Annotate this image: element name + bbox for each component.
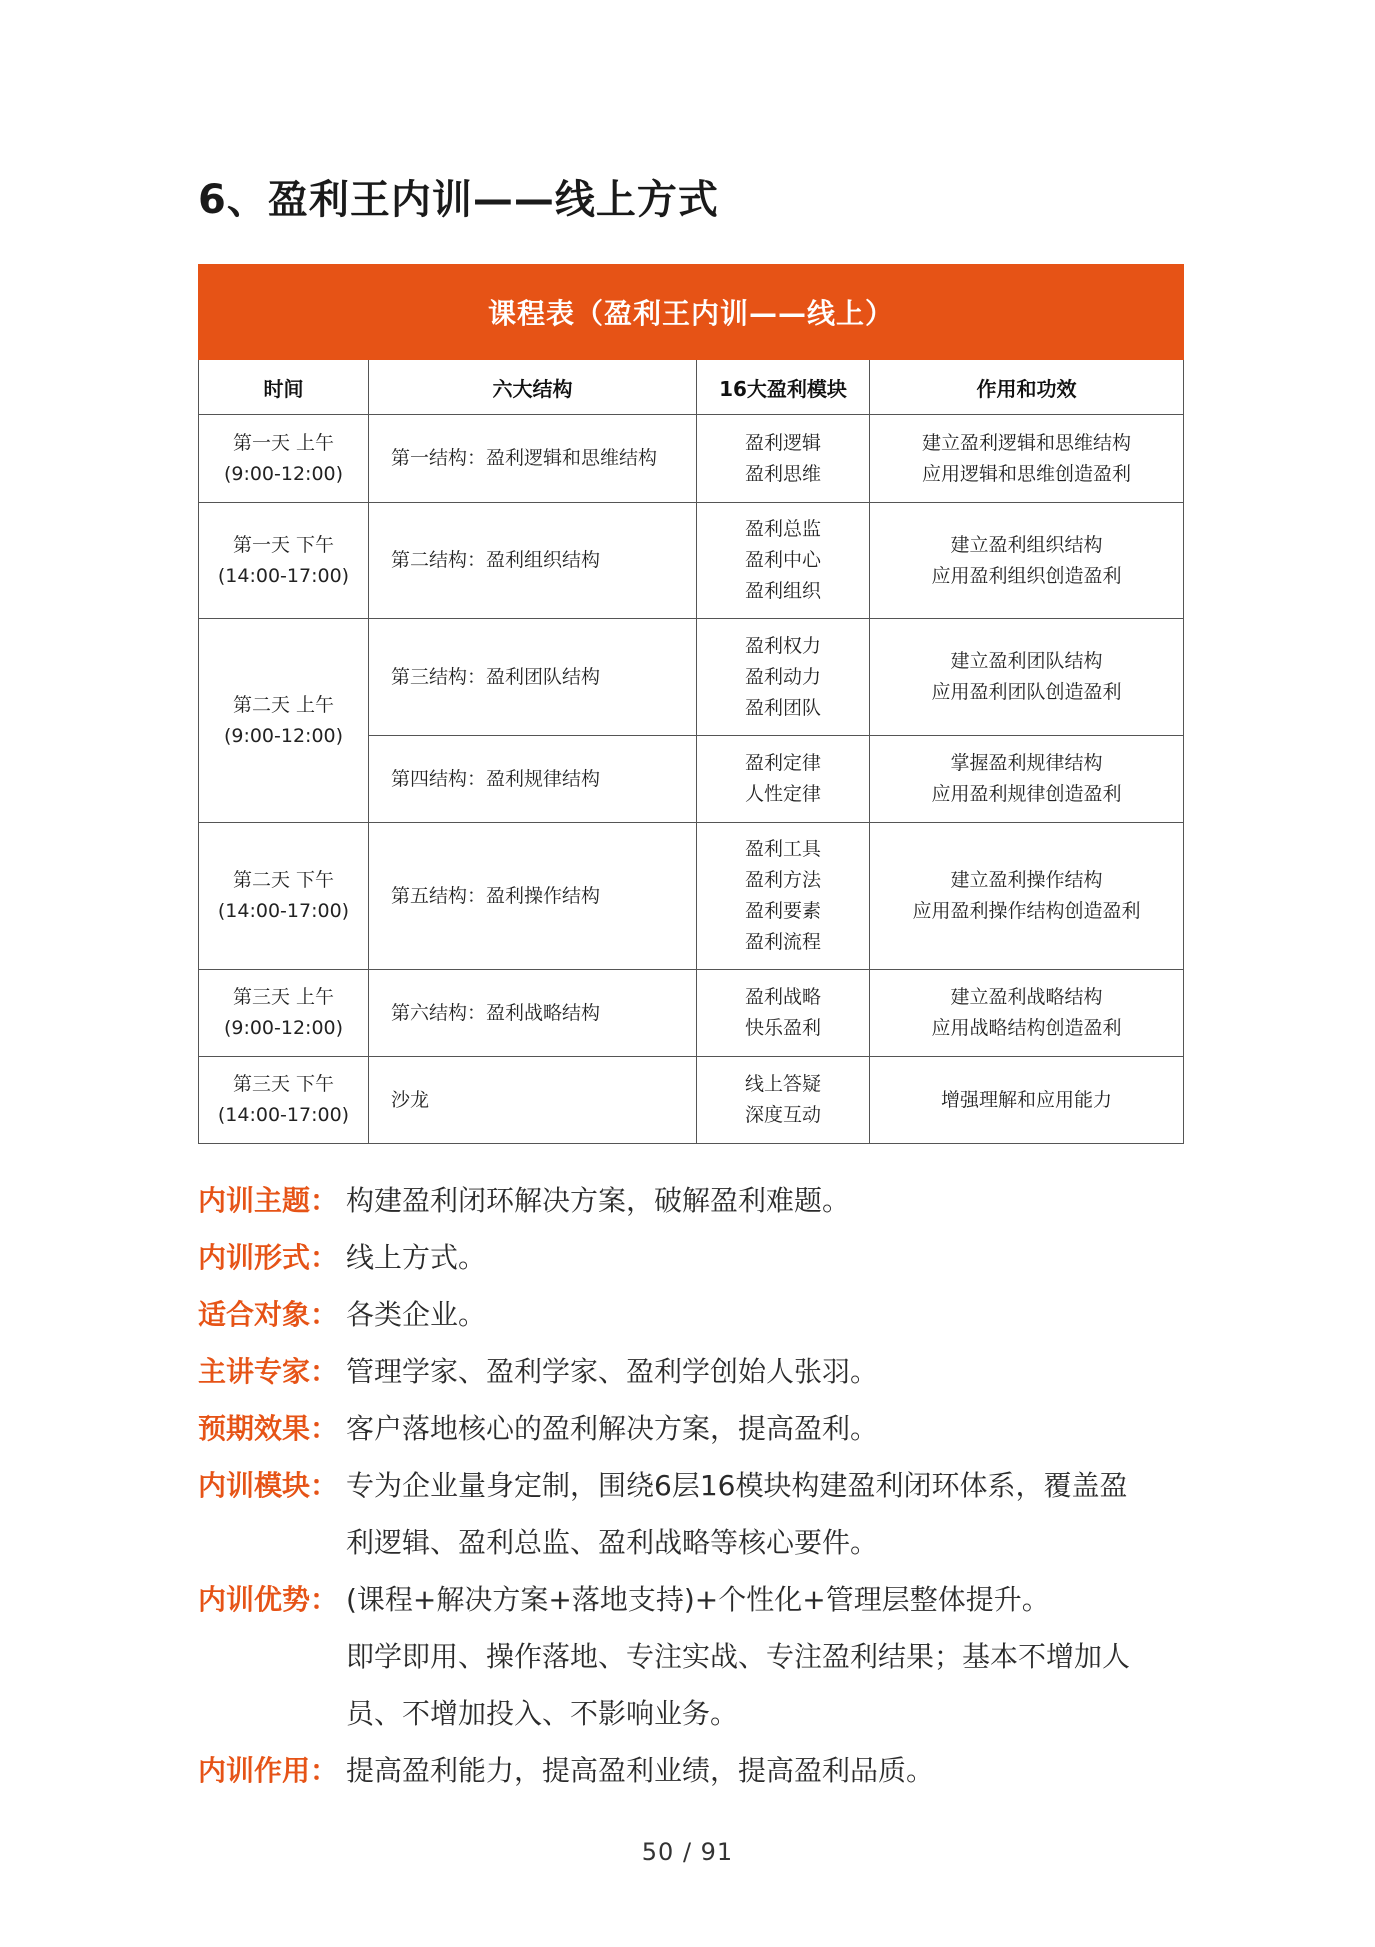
- structure-cell: 第五结构：盈利操作结构: [369, 823, 697, 970]
- modules-cell: 盈利总监 盈利中心 盈利组织: [697, 503, 870, 619]
- structure-cell: 第六结构：盈利战略结构: [369, 970, 697, 1057]
- info-label: 内训模块：: [198, 1469, 339, 1502]
- time-cell: 第二天 上午 (9:00-12:00): [199, 619, 369, 823]
- modules-cell: 盈利权力 盈利动力 盈利团队: [697, 619, 870, 736]
- table-row: [199, 503, 1184, 619]
- time-cell: 第三天 下午 (14:00-17:00): [199, 1057, 369, 1144]
- table-row: [199, 970, 1184, 1057]
- info-text: 提高盈利能力，提高盈利业绩，提高盈利品质。: [346, 1754, 935, 1787]
- structure-cell: 第一结构：盈利逻辑和思维结构: [369, 415, 697, 503]
- info-text: 即学即用、操作落地、专注实战、专注盈利结果；基本不增加人: [346, 1640, 1131, 1673]
- effect-cell: 建立盈利逻辑和思维结构 应用逻辑和思维创造盈利: [870, 415, 1184, 503]
- table-row: [199, 619, 1184, 736]
- info-text: 利逻辑、盈利总监、盈利战略等核心要件。: [346, 1526, 879, 1559]
- modules-cell: 线上答疑 深度互动: [697, 1057, 870, 1144]
- header-modules: 16大盈利模块: [697, 360, 870, 415]
- effect-cell: 建立盈利操作结构 应用盈利操作结构创造盈利: [870, 823, 1184, 970]
- structure-cell: 沙龙: [369, 1057, 697, 1144]
- effect-cell: 增强理解和应用能力: [870, 1057, 1184, 1144]
- course-schedule-table: [198, 264, 1184, 1144]
- info-text: 线上方式。: [346, 1241, 487, 1274]
- info-label: 内训形式：: [198, 1241, 339, 1274]
- time-cell: 第一天 下午 (14:00-17:00): [199, 503, 369, 619]
- time-cell: 第二天 下午 (14:00-17:00): [199, 823, 369, 970]
- info-theme: [198, 1172, 1198, 1229]
- info-label: 内训主题：: [198, 1184, 339, 1217]
- effect-cell: 建立盈利组织结构 应用盈利组织创造盈利: [870, 503, 1184, 619]
- modules-cell: 盈利战略 快乐盈利: [697, 970, 870, 1057]
- structure-cell: 第二结构：盈利组织结构: [369, 503, 697, 619]
- info-label: 内训作用：: [198, 1754, 339, 1787]
- info-text: 专为企业量身定制，围绕6层16模块构建盈利闭环体系，覆盖盈: [346, 1469, 1128, 1502]
- info-text: 构建盈利闭环解决方案，破解盈利难题。: [346, 1184, 851, 1217]
- info-audience: [198, 1286, 1198, 1343]
- info-label: 主讲专家：: [198, 1355, 339, 1388]
- table-row: [199, 823, 1184, 970]
- info-text: 管理学家、盈利学家、盈利学创始人张羽。: [346, 1355, 879, 1388]
- info-text: 员、不增加投入、不影响业务。: [346, 1697, 739, 1730]
- structure-cell: 第四结构：盈利规律结构: [369, 736, 697, 823]
- page-title: 6、盈利王内训——线上方式: [198, 177, 719, 223]
- info-text: (课程+解决方案+落地支持)+个性化+管理层整体提升。: [346, 1583, 1050, 1616]
- header-time: 时间: [199, 360, 369, 415]
- info-expected-result: [198, 1400, 1198, 1457]
- info-modules: [198, 1457, 1198, 1571]
- info-expert: [198, 1343, 1198, 1400]
- info-function: [198, 1742, 1198, 1799]
- time-cell: 第一天 上午 (9:00-12:00): [199, 415, 369, 503]
- table-title: 课程表（盈利王内训——线上）: [199, 265, 1184, 360]
- modules-cell: 盈利逻辑 盈利思维: [697, 415, 870, 503]
- header-structure: 六大结构: [369, 360, 697, 415]
- effect-cell: 建立盈利战略结构 应用战略结构创造盈利: [870, 970, 1184, 1057]
- info-label: 预期效果：: [198, 1412, 339, 1445]
- time-cell: 第三天 上午 (9:00-12:00): [199, 970, 369, 1057]
- header-effect: 作用和功效: [870, 360, 1184, 415]
- page-number: 50 / 91: [641, 1838, 734, 1866]
- effect-cell: 建立盈利团队结构 应用盈利团队创造盈利: [870, 619, 1184, 736]
- info-format: [198, 1229, 1198, 1286]
- effect-cell: 掌握盈利规律结构 应用盈利规律创造盈利: [870, 736, 1184, 823]
- table-row: [199, 1057, 1184, 1144]
- modules-cell: 盈利定律 人性定律: [697, 736, 870, 823]
- info-advantages: [198, 1571, 1198, 1742]
- modules-cell: 盈利工具 盈利方法 盈利要素 盈利流程: [697, 823, 870, 970]
- info-text: 客户落地核心的盈利解决方案，提高盈利。: [346, 1412, 879, 1445]
- info-label: 内训优势：: [198, 1583, 339, 1616]
- training-info: [198, 1172, 1198, 1799]
- info-text: 各类企业。: [346, 1298, 487, 1331]
- table-row: [199, 415, 1184, 503]
- info-label: 适合对象：: [198, 1298, 339, 1331]
- structure-cell: 第三结构：盈利团队结构: [369, 619, 697, 736]
